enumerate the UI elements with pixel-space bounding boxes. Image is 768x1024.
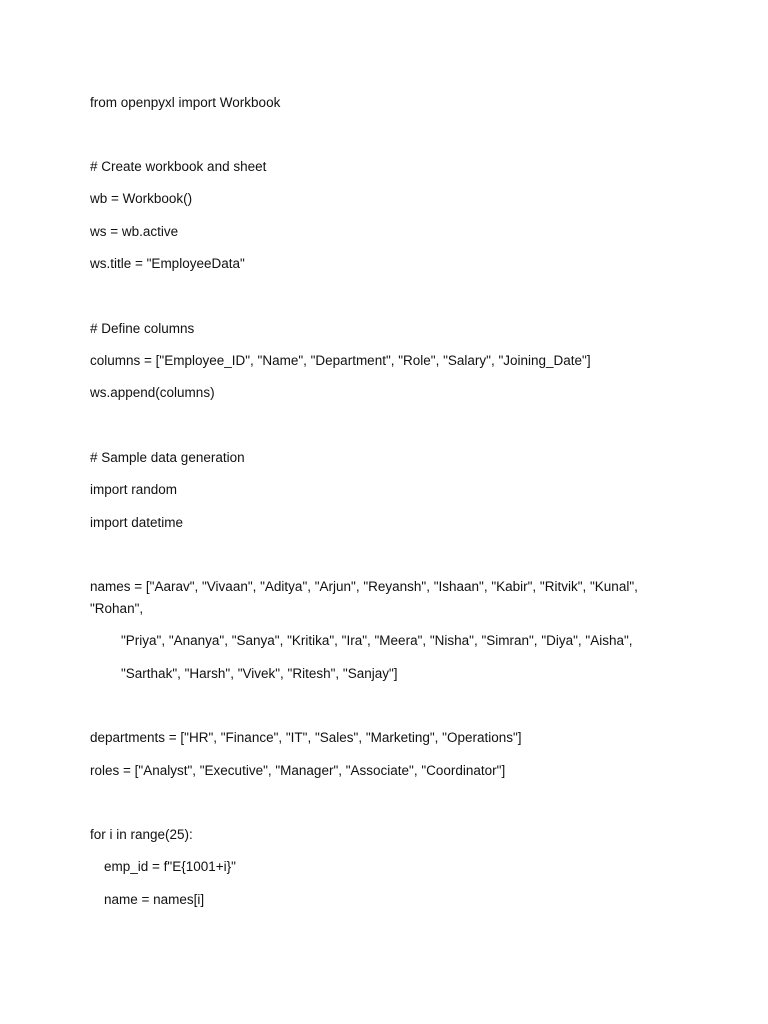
code-line-for-loop: for i in range(25):: [90, 827, 193, 842]
code-line-name: name = names[i]: [104, 892, 205, 907]
code-line-columns: columns = ["Employee_ID", "Name", "Department", "Role", "Salary", "Joining_Date"]: [90, 353, 591, 368]
code-line-names-2: "Rohan",: [90, 601, 144, 616]
code-line-ws-title: ws.title = "EmployeeData": [90, 256, 245, 271]
code-line-names-4: "Sarthak", "Harsh", "Vivek", "Ritesh", "Sanjay"]: [121, 666, 398, 681]
code-line-append: ws.append(columns): [90, 385, 215, 400]
code-comment-sample-data: # Sample data generation: [90, 450, 245, 465]
code-line-ws: ws = wb.active: [90, 224, 179, 239]
code-comment-define-columns: # Define columns: [90, 321, 195, 336]
code-line-import-datetime: import datetime: [90, 515, 184, 530]
code-line-names-3: "Priya", "Ananya", "Sanya", "Kritika", "Ira", "Meera", "Nisha", "Simran", "Diya", "Aisha",: [121, 633, 633, 648]
code-line-import-workbook: from openpyxl import Workbook: [90, 95, 281, 110]
code-comment-create-workbook: # Create workbook and sheet: [90, 159, 267, 174]
code-line-names-1: names = ["Aarav", "Vivaan", "Aditya", "Arjun", "Reyansh", "Ishaan", "Kabir", "Ritvik", "Kunal",: [90, 579, 638, 594]
code-line-roles: roles = ["Analyst", "Executive", "Manager", "Associate", "Coordinator"]: [90, 763, 506, 778]
code-line-import-random: import random: [90, 482, 178, 497]
code-line-departments: departments = ["HR", "Finance", "IT", "Sales", "Marketing", "Operations"]: [90, 730, 522, 745]
code-line-emp-id: emp_id = f"E{1001+i}": [104, 859, 236, 874]
code-line-wb: wb = Workbook(): [90, 191, 193, 206]
